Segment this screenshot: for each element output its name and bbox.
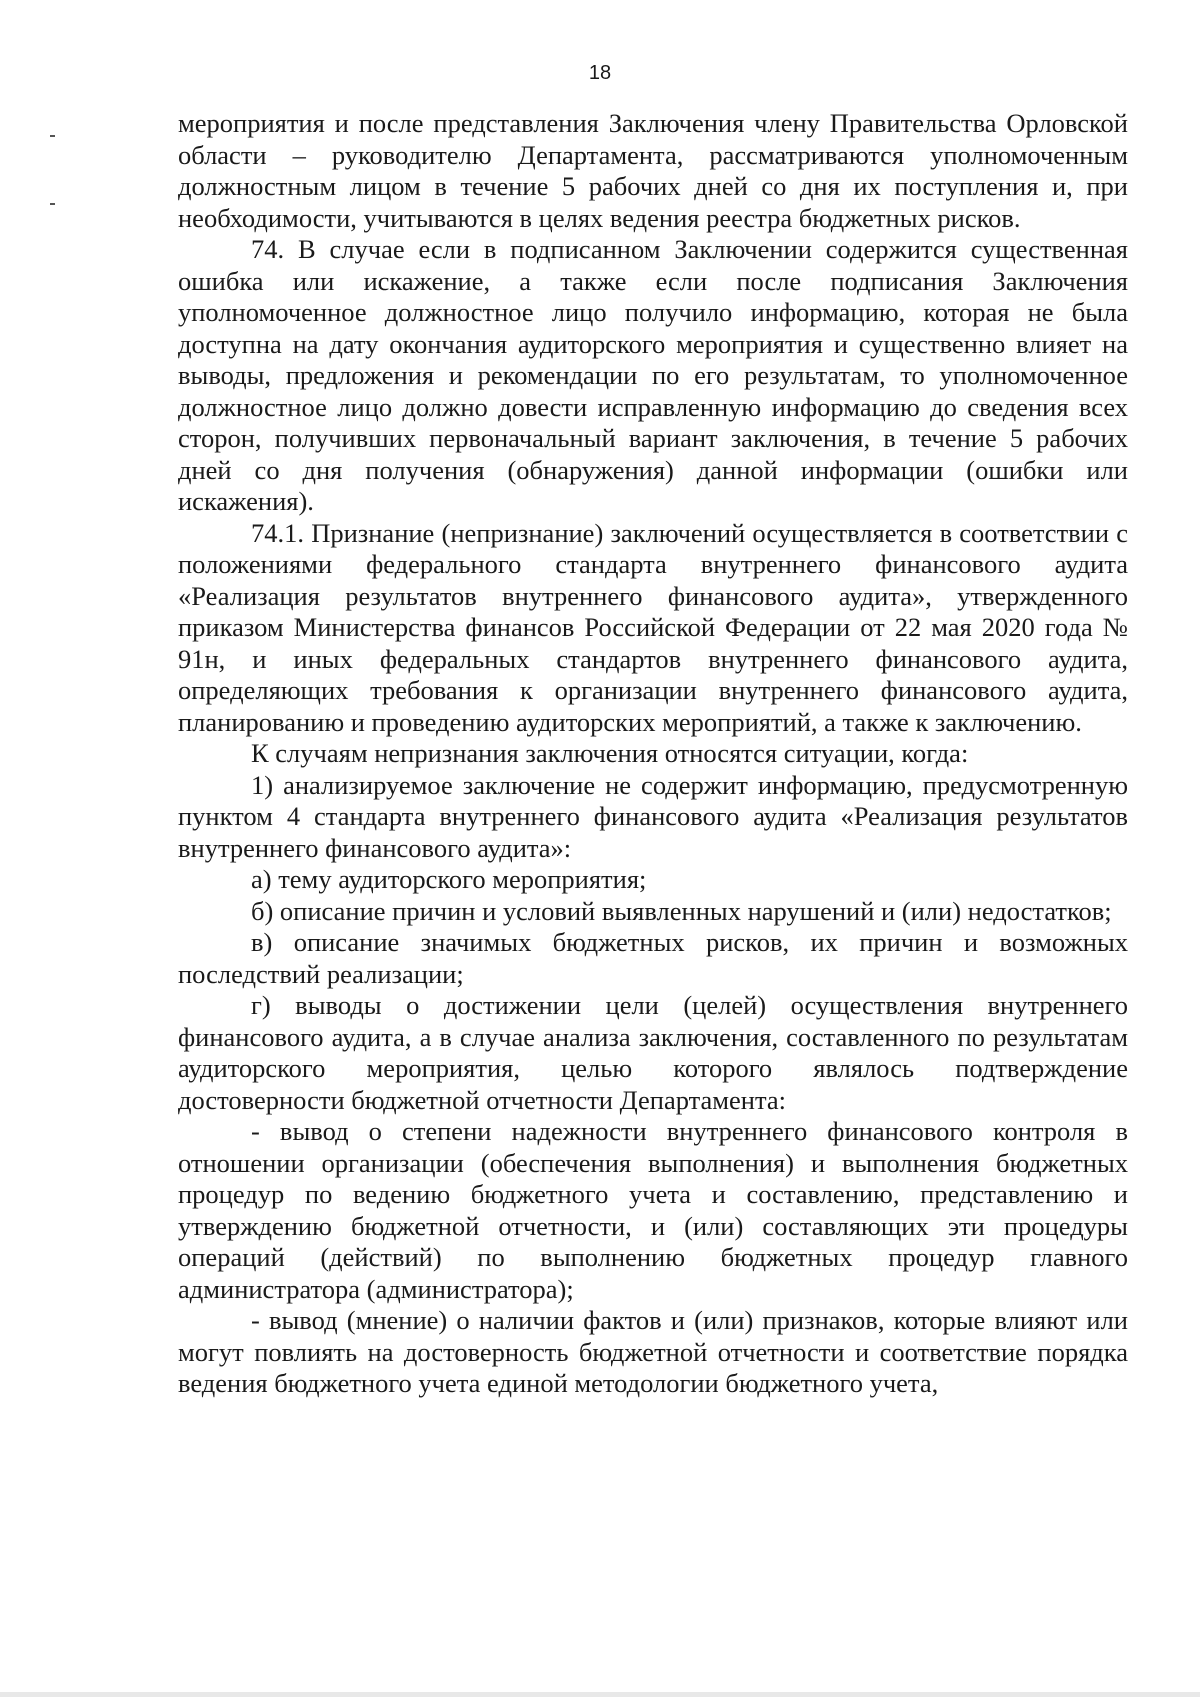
- page-number: 18: [588, 62, 612, 84]
- list-item: а) тему аудиторского мероприятия;: [251, 864, 647, 894]
- scan-edge: [0, 1692, 1200, 1697]
- margin-mark: [50, 203, 55, 205]
- list-item: б) описание причин и условий выявленных нарушений и (или) недостатков;: [251, 895, 1112, 926]
- paragraph: 74. В случае если в подписанном Заключении содержится существенная ошибка или искажение, а также если после подписания Заключения уполномоченное должностное лицо получило информацию, которая не была доступна на дату окончания аудиторского мероприятия и существенно влияет на выводы, предложения и рекомендации по его результатам, то уполномоченное должностное лицо должно довести исправленную информацию до сведения всех сторон, получивших первоначальный вариант заключения, в течение 5 рабочих дней со дня получения (обнаружения) данной информации (ошибки или искажения).: [178, 234, 1128, 516]
- list-item: в) описание значимых бюджетных рисков, их причин и возможных последствий реализации;: [178, 927, 1128, 989]
- paragraph: 74.1. Признание (непризнание) заключений осуществляется в соответствии с положениями федерального стандарта внутреннего финансового аудита «Реализация результатов внутреннего финансового аудита», утвержденного приказом Министерства финансов Российской Федерации от 22 мая 2020 года № 91н, и иных федеральных стандартов внутреннего финансового аудита, определяющих требования к организации внутреннего финансового аудита, планированию и проведению аудиторских мероприятий, а также к заключению.: [178, 517, 1128, 737]
- paragraph: К случаям непризнания заключения относятся ситуации, когда:: [251, 738, 969, 768]
- paragraph: 1) анализируемое заключение не содержит информацию, предусмотренную пунктом 4 стандарта внутреннего финансового аудита «Реализация результатов внутреннего финансового аудита»:: [178, 769, 1128, 863]
- list-item: г) выводы о достижении цели (целей) осуществления внутреннего финансового аудита, а в случае анализа заключения, составленного по результатам аудиторского мероприятия, целью которого являлось подтверждение достоверности бюджетной отчетности Департамента:: [178, 990, 1128, 1115]
- margin-mark: [50, 135, 55, 137]
- document-body: [178, 108, 1128, 1400]
- list-item: - вывод (мнение) о наличии фактов и (или) признаков, которые влияют или могут повлиять на достоверность бюджетной отчетности и соответствие порядка ведения бюджетного учета единой методологии бюджетного учета,: [178, 1305, 1128, 1398]
- paragraph: мероприятия и после представления Заключения члену Правительства Орловской области – руководителю Департамента, рассматриваются уполномоченным должностным лицом в течение 5 рабочих дней со дня их поступления и, при необходимости, учитываются в целях ведения реестра бюджетных рисков.: [178, 108, 1128, 233]
- list-item: - вывод о степени надежности внутреннего финансового контроля в отношении организации (обеспечения выполнения) и выполнения бюджетных процедур по ведению бюджетного учета и составлению, представлению и утверждению бюджетной отчетности, и (или) составляющих эти процедуры операций (действий) по выполнению бюджетных процедур главного администратора (администратора);: [178, 1116, 1128, 1304]
